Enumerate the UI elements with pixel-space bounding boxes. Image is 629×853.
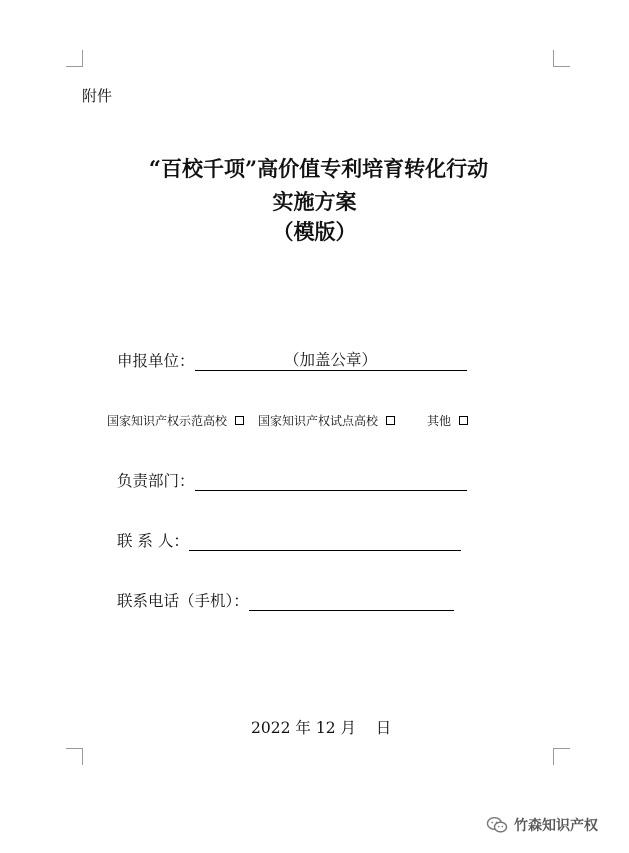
option-demo-university-label: 国家知识产权示范高校	[107, 414, 228, 428]
option-other[interactable]	[427, 412, 468, 429]
contact-input-line[interactable]	[189, 530, 461, 551]
watermark	[486, 815, 598, 835]
date-day-char: 日	[375, 719, 392, 737]
date-line	[251, 716, 391, 738]
checkbox-demo-university[interactable]	[235, 416, 244, 425]
title-line-2: 实施方案	[272, 189, 357, 214]
phone-label: 联系电话（手机）：	[117, 592, 249, 610]
date-month: 12	[315, 719, 336, 737]
wechat-icon	[486, 816, 508, 834]
department-label: 负责部门：	[117, 472, 195, 490]
page-corner-mark-top-right	[553, 50, 570, 67]
option-pilot-university[interactable]	[258, 412, 395, 429]
unit-field	[117, 349, 467, 371]
department-input-line[interactable]	[195, 470, 467, 491]
attachment-label: 附件	[82, 87, 113, 105]
option-demo-university[interactable]	[107, 412, 244, 429]
contact-field	[117, 529, 461, 551]
date-month-char: 月	[340, 719, 357, 737]
phone-field	[117, 589, 454, 611]
title-line-1: “百校千项”高价值专利培育转化行动	[148, 156, 489, 181]
institution-type-options	[107, 412, 468, 429]
option-pilot-university-label: 国家知识产权试点高校	[258, 414, 379, 428]
title-line-3: （模版）	[272, 219, 357, 244]
watermark-text: 竹森知识产权	[514, 818, 598, 834]
option-other-label: 其他	[427, 414, 452, 428]
date-year: 2022	[251, 719, 291, 737]
unit-label: 申报单位：	[117, 352, 195, 370]
checkbox-pilot-university[interactable]	[386, 416, 395, 425]
checkbox-other[interactable]	[459, 416, 468, 425]
page-corner-mark-bottom-left	[66, 748, 83, 765]
contact-label: 联 系 人：	[117, 532, 189, 550]
unit-input-line[interactable]	[195, 350, 467, 371]
page-corner-mark-bottom-right	[553, 748, 570, 765]
unit-stamp-note: （加盖公章）	[284, 351, 378, 369]
phone-input-line[interactable]	[249, 590, 454, 611]
date-year-char: 年	[295, 719, 311, 737]
department-field	[117, 469, 467, 491]
page-corner-mark-top-left	[66, 50, 83, 67]
